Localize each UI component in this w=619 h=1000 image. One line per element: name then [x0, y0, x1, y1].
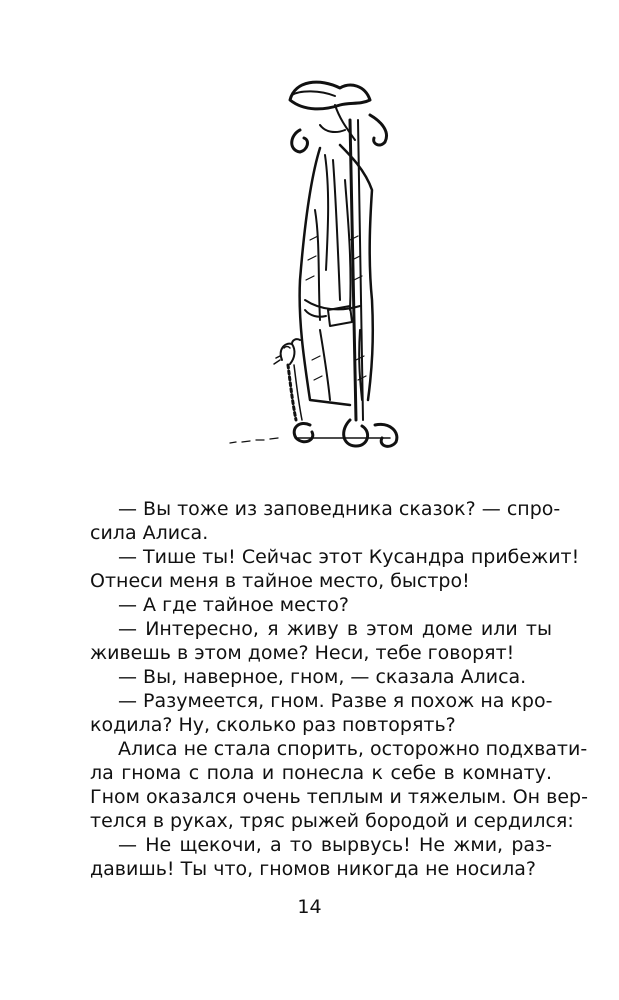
- body-text: [90, 497, 588, 881]
- text-line: — Вы, наверное, гном, — сказала Алиса.: [118, 666, 527, 688]
- text-line: давишь! Ты что, гномов никогда не носила?: [90, 858, 536, 880]
- text-line: телся в руках, тряс рыжей бородой и сердился:: [90, 810, 574, 832]
- text-line: — Тише ты! Сейчас этот Кусандра прибежит!: [118, 546, 580, 568]
- text-line: сила Алиса.: [90, 522, 209, 544]
- text-line: ла гнома с пола и понесла к себе в комнату.: [90, 762, 552, 784]
- text-line: — Интересно, я живу в этом доме или ты: [118, 618, 552, 640]
- page-number: 14: [297, 896, 322, 918]
- gnome-illustration: [200, 60, 420, 460]
- text-line: — Не щекочи, а то вырвусь! Не жми, раз-: [118, 834, 552, 856]
- text-line: — Разумеется, гном. Разве я похож на кро-: [118, 690, 553, 712]
- text-line: кодила? Ну, сколько раз повторять?: [90, 714, 456, 736]
- text-line: Отнеси меня в тайное место, быстро!: [90, 570, 470, 592]
- text-line: Алиса не стала спорить, осторожно подхвати-: [118, 738, 588, 760]
- text-line: — Вы тоже из заповедника сказок? — спро-: [118, 498, 561, 520]
- text-line: — А где тайное место?: [118, 594, 350, 616]
- text-line: живешь в этом доме? Неси, тебе говорят!: [90, 642, 515, 664]
- text-line: Гном оказался очень теплым и тяжелым. Он вер-: [90, 786, 588, 808]
